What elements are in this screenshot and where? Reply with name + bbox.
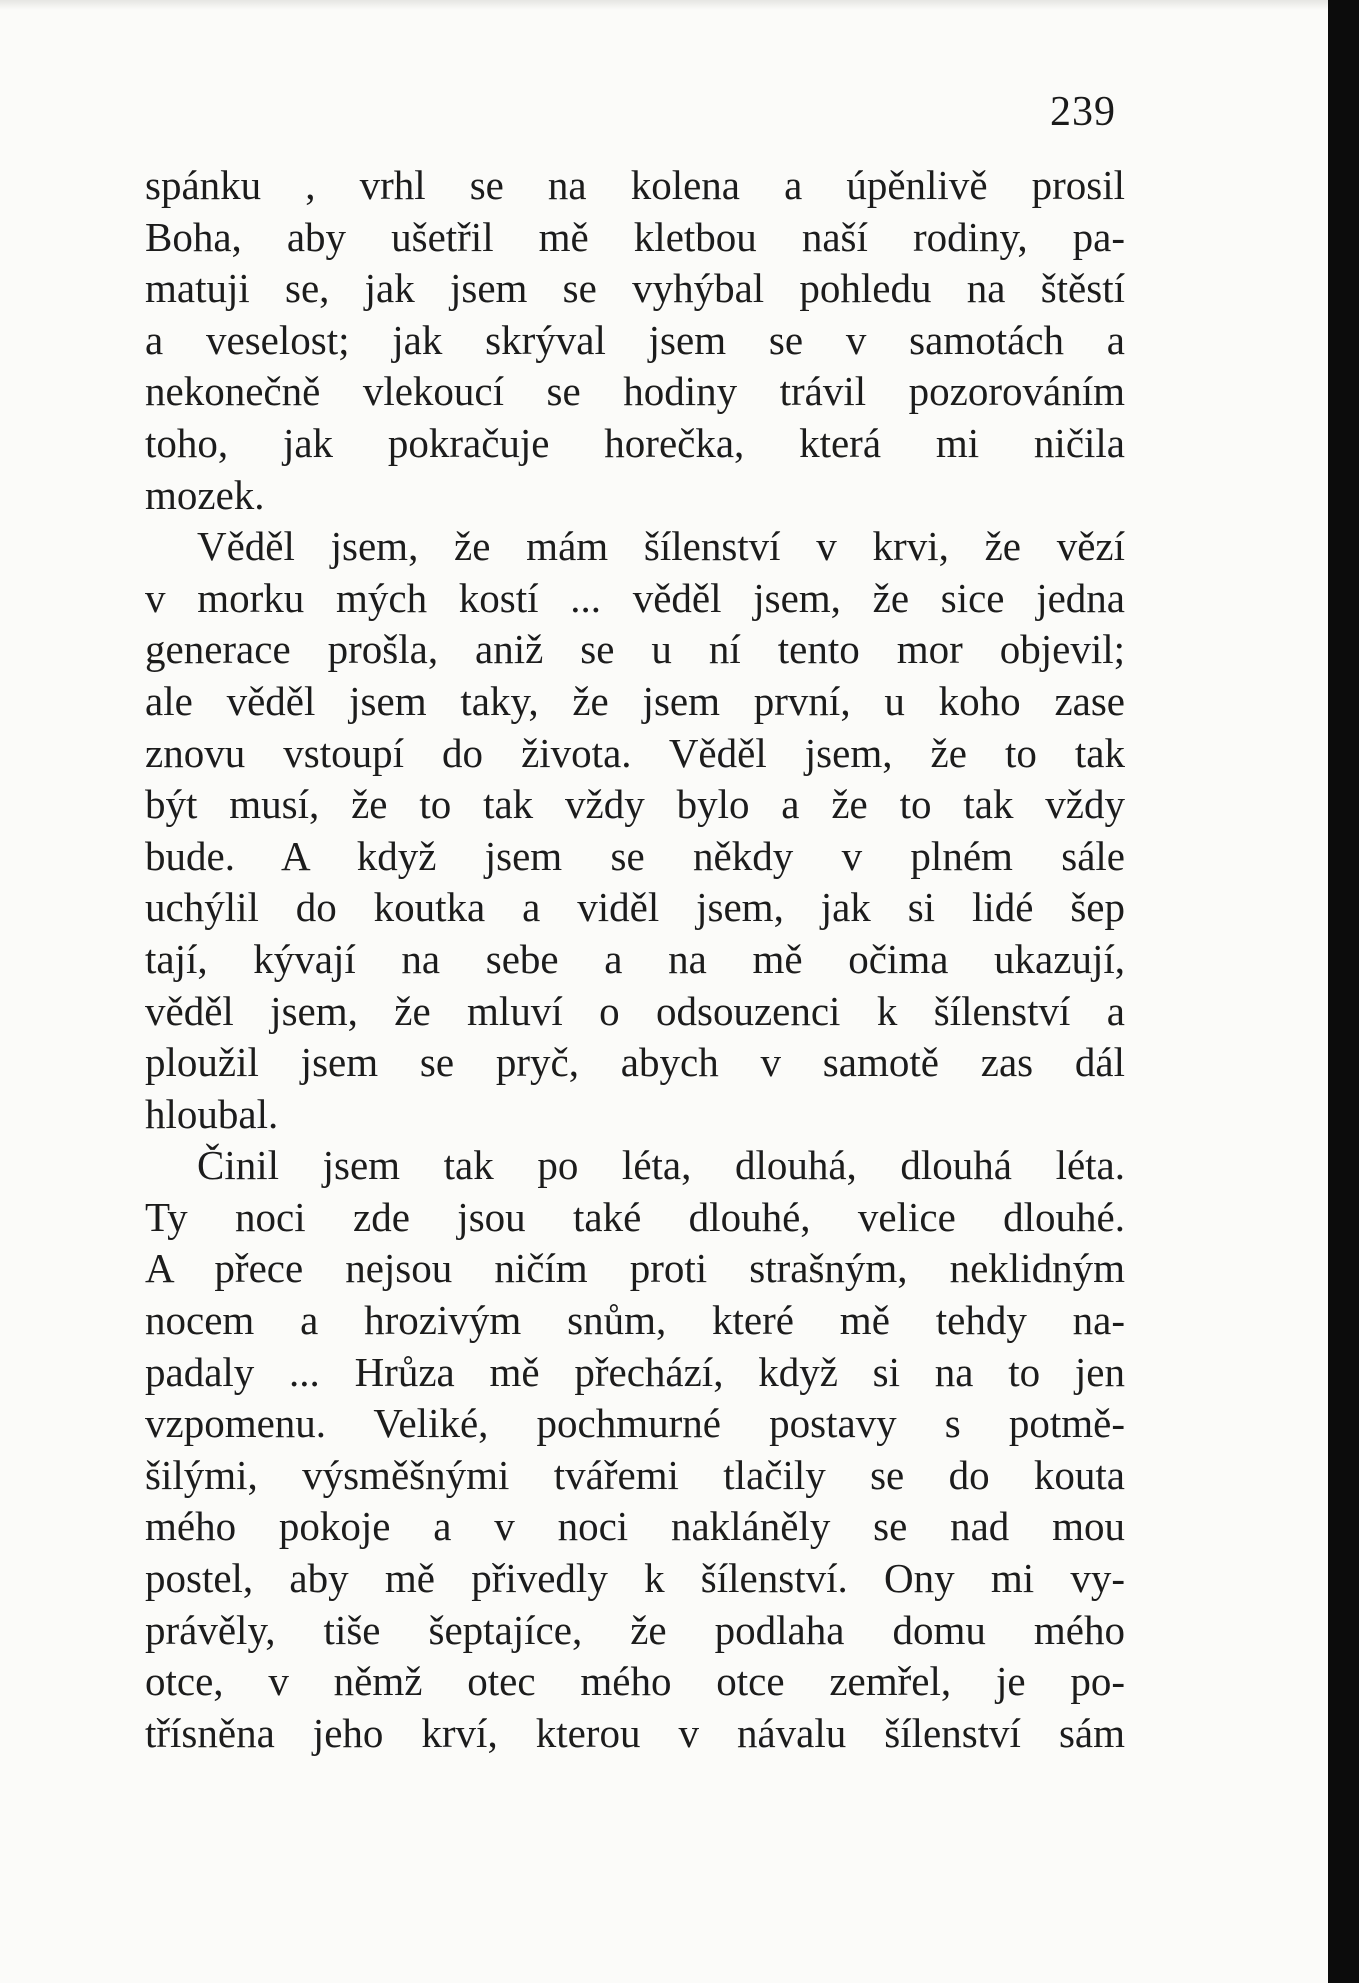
text-line: mozek. (145, 471, 265, 518)
text-line: nekonečně vlekoucí se hodiny trávil pozorováním (145, 368, 1125, 415)
page-top-edge (0, 0, 1328, 10)
text-line: ploužil jsem se pryč, abych v samotě zas dál (145, 1039, 1125, 1086)
page-number: 239 (1050, 89, 1116, 135)
text-line: A přece nejsou ničím proti strašným, neklidným (145, 1245, 1125, 1292)
text-line: v morku mých kostí ... věděl jsem, že sice jedna (145, 574, 1125, 621)
text-line: matuji se, jak jsem se vyhýbal pohledu na štěstí (145, 265, 1125, 312)
text-line: otce, v němž otec mého otce zemřel, je po- (145, 1658, 1125, 1705)
text-line: Boha, aby ušetřil mě kletbou naší rodiny, pa- (145, 213, 1125, 260)
text-line: bude. A když jsem se někdy v plném sále (145, 832, 1125, 879)
text-line: spánku , vrhl se na kolena a úpěnlivě prosil (145, 162, 1125, 208)
text-line: být musí, že to tak vždy bylo a že to tak vždy (145, 781, 1125, 828)
text-line: mého pokoje a v noci nakláněly se nad mou (145, 1503, 1125, 1550)
text-line: právěly, tiše šeptajíce, že podlaha domu mého (145, 1606, 1125, 1653)
text-line: hloubal. (145, 1090, 279, 1137)
body-text (145, 160, 1125, 1759)
text-line: šilými, výsměšnými tvářemi tlačily se do kouta (145, 1451, 1125, 1498)
text-line: Činil jsem tak po léta, dlouhá, dlouhá léta. (197, 1142, 1125, 1189)
text-line: tají, kývají na sebe a na mě očima ukazují, (145, 935, 1125, 982)
text-line: třísněna jeho krví, kterou v návalu šílenství sám (145, 1709, 1125, 1756)
scan-border (1328, 0, 1359, 1983)
text-line: nocem a hrozivým snům, které mě tehdy na- (145, 1297, 1125, 1344)
text-line: uchýlil do koutka a viděl jsem, jak si lidé šep (145, 884, 1125, 931)
text-line: toho, jak pokračuje horečka, která mi ničila (145, 419, 1125, 466)
text-line: znovu vstoupí do života. Věděl jsem, že to tak (145, 729, 1125, 776)
text-line: vzpomenu. Veliké, pochmurné postavy s potmě- (145, 1400, 1125, 1447)
text-line: ale věděl jsem taky, že jsem první, u koho zase (145, 677, 1125, 724)
text-line: a veselost; jak skrýval jsem se v samotách a (145, 316, 1125, 363)
text-line: Ty noci zde jsou také dlouhé, velice dlouhé. (145, 1193, 1125, 1240)
text-line: generace prošla, aniž se u ní tento mor objevil; (145, 626, 1125, 673)
text-line: postel, aby mě přivedly k šílenství. Ony mi vy- (145, 1555, 1125, 1602)
text-line: Věděl jsem, že mám šílenství v krvi, že vězí (197, 523, 1125, 570)
text-line: padaly ... Hrůza mě přechází, když si na to jen (145, 1348, 1125, 1395)
text-line: věděl jsem, že mluví o odsouzenci k šílenství a (145, 987, 1125, 1034)
